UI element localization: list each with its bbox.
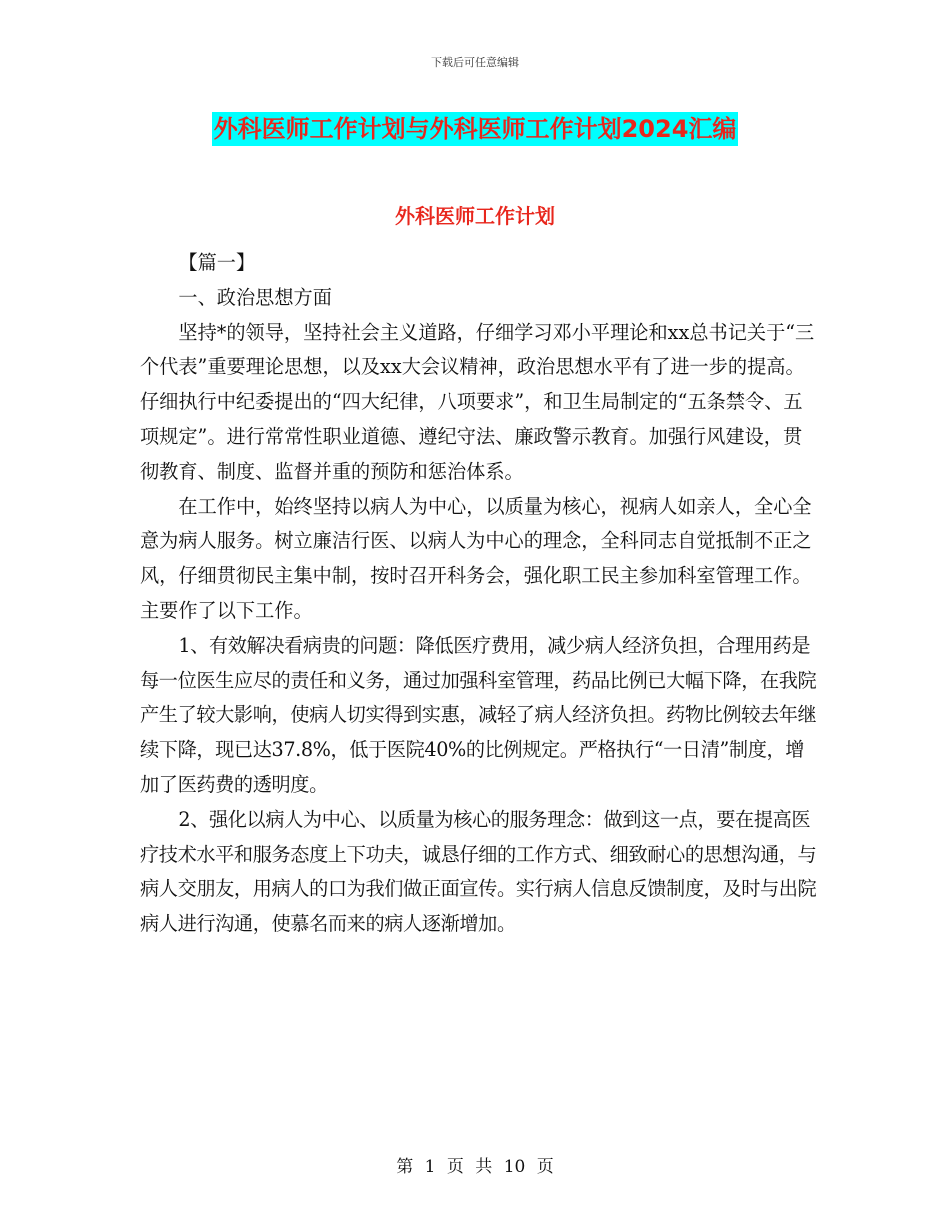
main-title: 外科医师工作计划与外科医师工作计划2024汇编 [212,112,739,146]
section-label: 【篇一】 [178,251,256,274]
page-footer: 第 1 页 共 10 页 [396,1157,554,1177]
paragraph: 1、有效解决看病贵的问题：降低医疗费用，减少病人经济负担，合理用药是每一位医生应尽的责任和义务，通过加强科室管理，药品比例已大幅下降，在我院产生了较大影响，使病人切实得到实惠，减轻了病人经济负担。药物比例较去年继续下降，现已达37.8%，低于医院40%的比例规定。严格执行“一日清”制度，增加了医药费的透明度。 [140,633,817,796]
paragraph: 坚持*的领导，坚持社会主义道路，仔细学习邓小平理论和xx总书记关于“三个代表”重要理论思想，以及xx大会议精神，政治思想水平有了进一步的提高。仔细执行中纪委提出的“四大纪律，八项要求”，和卫生局制定的“五条禁令、五项规定”。进行常常性职业道德、遵纪守法、廉政警示教育。加强行风建设，贯彻教育、制度、监督并重的预防和惩治体系。 [140,320,815,483]
sub-title: 外科医师工作计划 [395,204,555,228]
paragraph: 在工作中，始终坚持以病人为中心，以质量为核心，视病人如亲人，全心全意为病人服务。树立廉洁行医、以病人为中心的理念，全科同志自觉抵制不正之风，仔细贯彻民主集中制，按时召开科务会，强化职工民主参加科室管理工作。主要作了以下工作。 [140,494,812,622]
paragraph: 2、强化以病人为中心、以质量为核心的服务理念：做到这一点，要在提高医疗技术水平和服务态度上下功夫，诚恳仔细的工作方式、细致耐心的思想沟通，与病人交朋友，用病人的口为我们做正面宣传。实行病人信息反馈制度，及时与出院病人进行沟通，使慕名而来的病人逐渐增加。 [140,807,817,936]
document-body [140,246,820,942]
section-heading: 一、政治思想方面 [178,285,332,309]
main-title-wrap [0,112,950,146]
header-note: 下载后可任意编辑 [431,56,519,69]
